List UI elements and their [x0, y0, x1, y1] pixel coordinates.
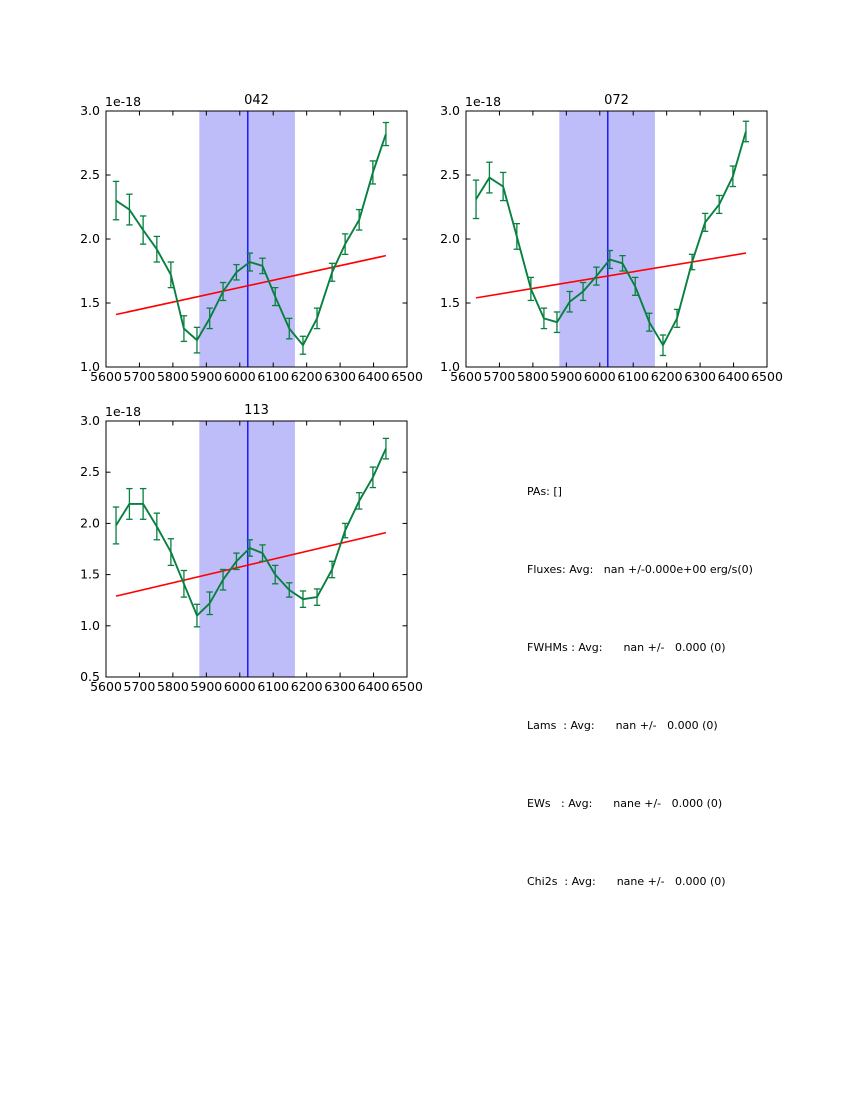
y-tick-label: 2.0 [440, 231, 460, 246]
fit-window-span [559, 111, 655, 367]
x-tick-label: 6000 [583, 369, 616, 384]
stats-line-fluxes: Fluxes: Avg: nan +/-0.000e+00 erg/s(0) [527, 563, 753, 576]
x-tick-label: 6400 [357, 679, 390, 694]
y-tick-label: 0.5 [80, 669, 100, 684]
x-tick-label: 6000 [223, 369, 256, 384]
stats-line-lams: Lams : Avg: nan +/- 0.000 (0) [527, 719, 718, 732]
y-axis-offset-label: 1e-18 [465, 94, 502, 109]
x-tick-label: 6300 [684, 369, 717, 384]
y-tick-label: 1.0 [440, 359, 460, 374]
plot-title: 113 [244, 403, 269, 418]
x-tick-label: 6200 [290, 369, 323, 384]
x-tick-label: 6100 [257, 679, 290, 694]
stats-block [527, 427, 753, 947]
x-tick-label: 6000 [223, 679, 256, 694]
spectrum-plot-3 [56, 395, 426, 701]
x-tick-label: 6200 [290, 679, 323, 694]
spectrum-plot-2 [416, 85, 786, 391]
stats-line-fwhms: FWHMs : Avg: nan +/- 0.000 (0) [527, 641, 726, 654]
x-tick-label: 6300 [324, 369, 357, 384]
x-tick-label: 5800 [156, 679, 189, 694]
plot-title: 072 [604, 93, 629, 108]
x-tick-label: 6400 [357, 369, 390, 384]
x-tick-label: 6200 [650, 369, 683, 384]
y-tick-label: 3.0 [80, 103, 100, 118]
x-tick-label: 5700 [123, 369, 156, 384]
y-tick-label: 3.0 [440, 103, 460, 118]
x-tick-label: 6300 [324, 679, 357, 694]
stats-line-ews: EWs : Avg: nane +/- 0.000 (0) [527, 797, 723, 810]
x-tick-label: 5900 [190, 679, 223, 694]
x-tick-label: 5600 [90, 369, 122, 384]
x-tick-label: 6500 [391, 369, 423, 384]
stats-line-chi2s: Chi2s : Avg: nane +/- 0.000 (0) [527, 875, 726, 888]
y-tick-label: 2.5 [440, 167, 460, 182]
stats-line-pas: PAs: [] [527, 485, 562, 498]
x-tick-label: 5700 [483, 369, 516, 384]
error-bar [113, 507, 119, 544]
y-tick-label: 1.5 [80, 295, 100, 310]
x-tick-label: 5800 [156, 369, 189, 384]
x-tick-label: 5600 [90, 679, 122, 694]
x-tick-label: 6500 [391, 679, 423, 694]
y-tick-label: 1.5 [80, 566, 100, 582]
x-tick-label: 5800 [516, 369, 549, 384]
y-tick-label: 2.5 [80, 464, 100, 480]
y-tick-label: 2.0 [80, 515, 100, 531]
y-axis-offset-label: 1e-18 [105, 94, 142, 109]
x-tick-label: 5600 [450, 369, 482, 384]
x-tick-label: 5900 [190, 369, 223, 384]
y-tick-label: 2.5 [80, 167, 100, 182]
x-tick-label: 5700 [123, 679, 156, 694]
y-axis-offset-label: 1e-18 [105, 404, 142, 419]
x-tick-label: 6400 [717, 369, 750, 384]
fit-window-span [199, 111, 295, 367]
x-tick-label: 5900 [550, 369, 583, 384]
spectrum-plot-1 [56, 85, 426, 391]
y-tick-label: 1.0 [80, 617, 100, 633]
plot-title: 042 [244, 93, 269, 108]
x-tick-label: 6500 [751, 369, 783, 384]
x-tick-label: 6100 [257, 369, 290, 384]
y-tick-label: 1.0 [80, 359, 100, 374]
y-tick-label: 3.0 [80, 413, 100, 428]
y-tick-label: 2.0 [80, 231, 100, 246]
y-tick-label: 1.5 [440, 295, 460, 310]
x-tick-label: 6100 [617, 369, 650, 384]
fit-window-span [199, 421, 295, 677]
